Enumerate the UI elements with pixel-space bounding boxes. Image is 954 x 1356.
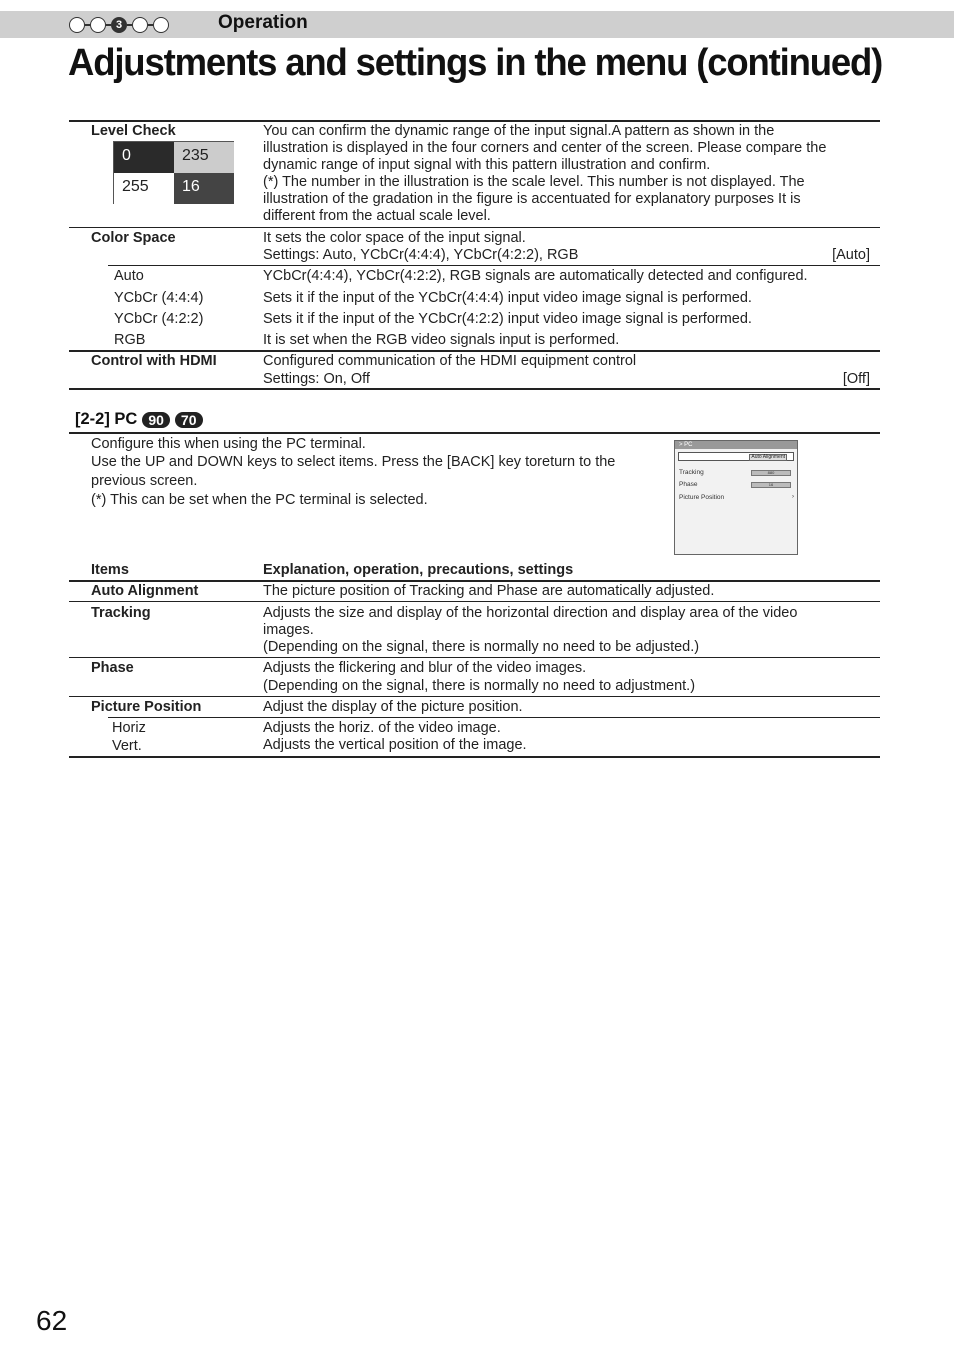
sub-divider: [108, 265, 880, 266]
sub-row-vert-desc: Adjusts the vertical position of the image.: [263, 737, 527, 753]
sub-row-horiz-desc: Adjusts the horiz. of the video image.: [263, 720, 501, 736]
row-auto-alignment-desc: The picture position of Tracking and Phase are automatically adjusted.: [263, 583, 715, 599]
row-phase-desc-1: Adjusts the flickering and blur of the video images.: [263, 660, 587, 676]
control-hdmi-desc: Configured communication of the HDMI equipment control: [263, 353, 637, 369]
option-auto-name: Auto: [114, 268, 144, 284]
option-444-name: YCbCr (4:4:4): [114, 290, 204, 306]
step-4: [132, 17, 148, 33]
page-number: 62: [36, 1305, 68, 1336]
option-444-desc: Sets it if the input of the YCbCr(4:4:4) input video image signal is performed.: [263, 290, 752, 306]
section-label: Operation: [218, 12, 308, 33]
osd-tracking-label: Tracking: [679, 469, 704, 476]
color-space-label: Color Space: [91, 230, 176, 246]
row-divider: [69, 657, 880, 658]
chevron-right-icon: ›: [792, 494, 794, 500]
osd-auto-alignment-row: [678, 452, 794, 461]
row-tracking-name: Tracking: [91, 605, 151, 621]
pattern-cell: 0: [114, 142, 174, 173]
row-divider: [69, 350, 880, 352]
row-tracking-desc-3: (Depending on the signal, there is normally no need to be adjusted.): [263, 639, 700, 655]
control-hdmi-label: Control with HDMI: [91, 353, 217, 369]
color-space-default: [Auto]: [832, 247, 870, 263]
row-phase-name: Phase: [91, 660, 134, 676]
pc-menu-screenshot: [674, 440, 798, 555]
table-top-rule: [69, 120, 880, 122]
control-hdmi-settings: Settings: On, Off: [263, 371, 370, 387]
level-check-pattern: [113, 141, 234, 204]
osd-auto-alignment-button: Auto Alignment: [751, 454, 785, 460]
pattern-cell: 235: [174, 142, 234, 173]
option-rgb-desc: It is set when the RGB video signals input is performed.: [263, 332, 620, 348]
pc-intro-3: previous screen.: [91, 473, 198, 489]
sub-row-vert-name: Vert.: [112, 738, 142, 754]
table-bottom-rule: [69, 388, 880, 390]
sub-row-horiz-name: Horiz: [112, 720, 146, 736]
level-check-desc-1: You can confirm the dynamic range of the input signal.A pattern as shown in the: [263, 123, 775, 139]
step-indicator: [69, 15, 169, 35]
row-divider: [69, 227, 880, 228]
control-hdmi-default: [Off]: [842, 371, 870, 387]
row-tracking-desc-2: images.: [263, 622, 314, 638]
row-tracking-desc-1: Adjusts the size and display of the horizontal direction and display area of the video: [263, 605, 798, 621]
pattern-cell: 16: [174, 173, 234, 204]
pc-intro-2: Use the UP and DOWN keys to select items. Press the [BACK] key toreturn to the: [91, 454, 616, 470]
osd-phase-label: Phase: [679, 481, 698, 488]
pc-intro-1: Configure this when using the PC terminal.: [91, 436, 366, 452]
osd-tracking-slider: 880: [751, 470, 791, 476]
pc-table-header-rule: [69, 580, 880, 582]
pc-intro-4: (*) This can be set when the PC terminal is selected.: [91, 492, 428, 508]
pc-table-bottom-rule: [69, 756, 880, 758]
pc-table-header-explanation: Explanation, operation, precautions, settings: [263, 562, 574, 578]
row-phase-desc-2: (Depending on the signal, there is normally no need to adjustment.): [263, 678, 696, 694]
option-auto-desc: YCbCr(4:4:4), YCbCr(4:2:2), RGB signals are automatically detected and configured.: [263, 268, 808, 284]
model-badge-70: 70: [175, 412, 203, 428]
row-picture-position-desc: Adjust the display of the picture position.: [263, 699, 523, 715]
page-title: Adjustments and settings in the menu (continued): [68, 42, 883, 84]
sub-divider: [108, 717, 880, 718]
osd-picture-position-label: Picture Position: [679, 494, 725, 501]
level-check-desc-5: illustration of the gradation in the figure is accentuated for explanatory purposes It is: [263, 191, 801, 207]
step-5: [153, 17, 169, 33]
row-divider: [69, 696, 880, 697]
option-rgb-name: RGB: [114, 332, 146, 348]
level-check-label: Level Check: [91, 123, 176, 139]
osd-title: > PC: [679, 442, 693, 448]
osd-phase-slider: 16: [751, 482, 791, 488]
pc-table-header-items: Items: [91, 562, 129, 578]
level-check-desc-4: (*) The number in the illustration is the scale level. This number is not displayed. The: [263, 174, 805, 190]
row-picture-position-name: Picture Position: [91, 699, 202, 715]
step-1: [69, 17, 85, 33]
row-divider: [69, 601, 880, 602]
level-check-desc-6: different from the actual scale level.: [263, 208, 491, 224]
color-space-desc: It sets the color space of the input signal.: [263, 230, 526, 246]
pc-heading-text: [2-2] PC: [75, 410, 138, 428]
color-space-settings: Settings: Auto, YCbCr(4:4:4), YCbCr(4:2:2), RGB: [263, 247, 579, 263]
pattern-cell: 255: [114, 173, 174, 204]
step-3-active: 3: [111, 17, 127, 33]
row-auto-alignment-name: Auto Alignment: [91, 583, 199, 599]
option-422-desc: Sets it if the input of the YCbCr(4:2:2) input video image signal is performed.: [263, 311, 752, 327]
step-2: [90, 17, 106, 33]
option-422-name: YCbCr (4:2:2): [114, 311, 204, 327]
model-badge-90: 90: [142, 412, 170, 428]
pc-section-heading: [75, 410, 203, 429]
level-check-desc-3: dynamic range of input signal with this pattern illustration and confirm.: [263, 157, 711, 173]
osd-title-bar: [675, 441, 797, 449]
pc-heading-rule: [69, 432, 880, 434]
level-check-desc-2: illustration is displayed in the four corners and center of the screen. Please compare the: [263, 140, 827, 156]
